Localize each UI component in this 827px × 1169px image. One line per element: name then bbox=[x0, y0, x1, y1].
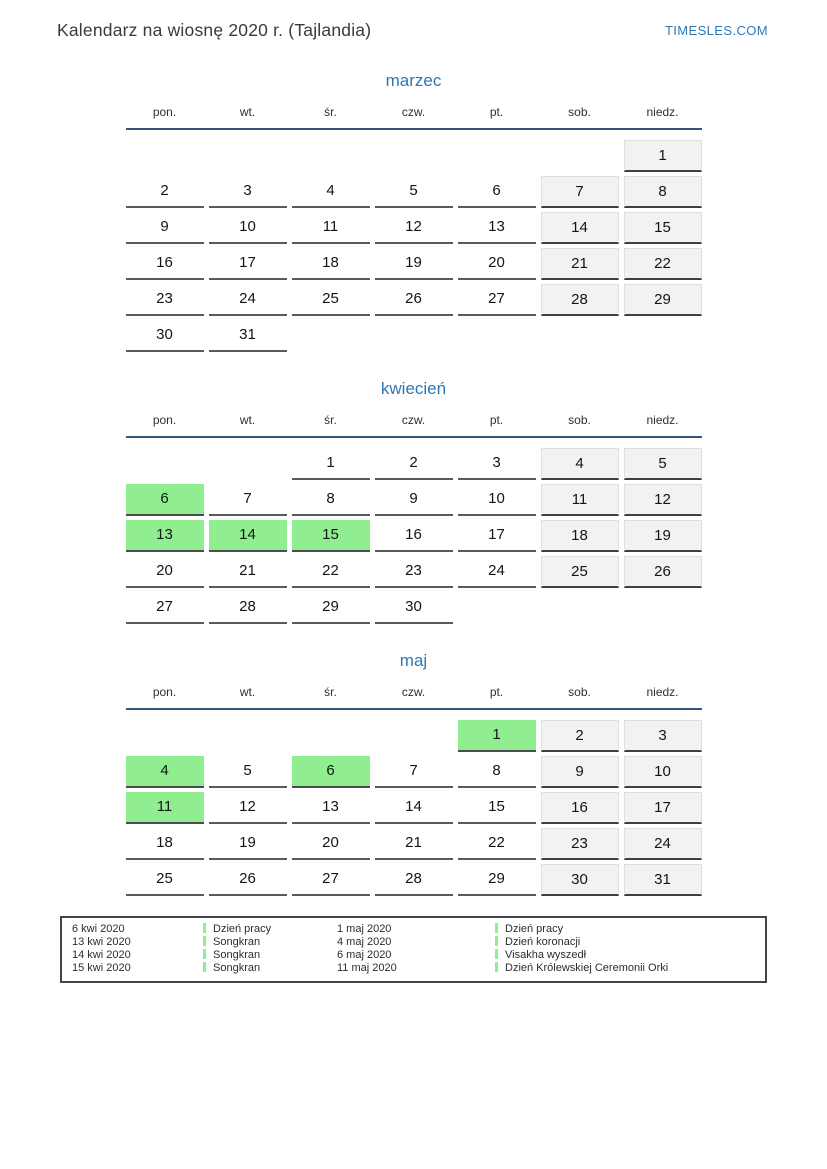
legend-date: 15 kwi 2020 bbox=[72, 962, 131, 974]
week-row bbox=[126, 176, 702, 208]
day-cell: 14 bbox=[375, 792, 453, 824]
month-title: kwiecień bbox=[380, 379, 447, 398]
day-cell: 7 bbox=[375, 756, 453, 788]
day-cell: 18 bbox=[541, 520, 619, 552]
day-cell: 21 bbox=[375, 828, 453, 860]
day-cell: 3 bbox=[209, 176, 287, 208]
day-cell: 15 bbox=[624, 212, 702, 244]
day-cell: 21 bbox=[541, 248, 619, 280]
day-cell: 13 bbox=[292, 792, 370, 824]
weekday-header: wt. bbox=[239, 413, 256, 427]
weekday-header: pt. bbox=[489, 105, 504, 119]
empty-cell bbox=[375, 140, 453, 172]
day-cell: 30 bbox=[541, 864, 619, 896]
day-cell: 22 bbox=[458, 828, 536, 860]
legend-holiday-name: Dzień koronacji bbox=[495, 936, 765, 949]
empty-cell bbox=[126, 140, 204, 172]
week-row bbox=[126, 520, 702, 552]
empty-cell bbox=[292, 140, 370, 172]
holiday-marker-icon bbox=[203, 936, 206, 946]
day-cell: 24 bbox=[624, 828, 702, 860]
day-cell: 27 bbox=[458, 284, 536, 316]
legend-date: 11 maj 2020 bbox=[337, 962, 397, 974]
day-cell: 25 bbox=[126, 864, 204, 896]
day-cell: 11 bbox=[541, 484, 619, 516]
day-cell: 22 bbox=[292, 556, 370, 588]
weekday-header: sob. bbox=[568, 685, 591, 699]
weekday-header: pon. bbox=[152, 685, 177, 699]
day-cell: 3 bbox=[624, 720, 702, 752]
day-cell: 19 bbox=[624, 520, 702, 552]
legend-holiday-name: Dzień pracy bbox=[203, 923, 337, 936]
day-cell: 6 bbox=[292, 756, 370, 788]
weekday-header: czw. bbox=[401, 105, 426, 119]
day-cell: 25 bbox=[292, 284, 370, 316]
day-cell: 9 bbox=[126, 212, 204, 244]
day-cell: 20 bbox=[126, 556, 204, 588]
holiday-marker-icon bbox=[495, 962, 498, 972]
month-may bbox=[126, 651, 702, 896]
empty-cell bbox=[458, 320, 536, 352]
day-cell: 30 bbox=[126, 320, 204, 352]
month-grid bbox=[126, 140, 702, 352]
day-cell: 24 bbox=[458, 556, 536, 588]
legend-holiday-name: Songkran bbox=[203, 949, 337, 962]
day-cell: 13 bbox=[458, 212, 536, 244]
day-cell: 11 bbox=[292, 212, 370, 244]
weekday-header: czw. bbox=[401, 685, 426, 699]
day-cell: 17 bbox=[624, 792, 702, 824]
day-cell: 9 bbox=[375, 484, 453, 516]
day-cell: 27 bbox=[292, 864, 370, 896]
day-cell: 28 bbox=[375, 864, 453, 896]
holiday-legend bbox=[60, 916, 767, 983]
day-cell: 16 bbox=[541, 792, 619, 824]
day-cell: 3 bbox=[458, 448, 536, 480]
legend-holiday-name: Songkran bbox=[203, 962, 337, 975]
legend-date: 13 kwi 2020 bbox=[72, 936, 131, 948]
day-cell: 8 bbox=[624, 176, 702, 208]
weekday-header: pt. bbox=[489, 413, 504, 427]
page-header bbox=[0, 0, 827, 41]
day-cell: 30 bbox=[375, 592, 453, 624]
legend-holiday-name: Visakha wyszedł bbox=[495, 949, 765, 962]
weekday-header-row bbox=[126, 413, 702, 438]
day-cell: 8 bbox=[292, 484, 370, 516]
day-cell: 29 bbox=[458, 864, 536, 896]
day-cell: 26 bbox=[375, 284, 453, 316]
day-cell: 4 bbox=[292, 176, 370, 208]
empty-cell bbox=[541, 320, 619, 352]
day-cell: 12 bbox=[624, 484, 702, 516]
week-row bbox=[126, 792, 702, 824]
day-cell: 12 bbox=[209, 792, 287, 824]
weekday-header: czw. bbox=[401, 413, 426, 427]
weekday-header: niedz. bbox=[646, 413, 679, 427]
weekday-header: pt. bbox=[489, 685, 504, 699]
day-cell: 9 bbox=[541, 756, 619, 788]
day-cell: 4 bbox=[126, 756, 204, 788]
holiday-marker-icon bbox=[495, 936, 498, 946]
legend-date: 4 maj 2020 bbox=[337, 936, 392, 948]
empty-cell bbox=[126, 720, 204, 752]
weekday-header: niedz. bbox=[646, 685, 679, 699]
month-march bbox=[126, 71, 702, 352]
holiday-marker-icon bbox=[203, 923, 206, 933]
empty-cell bbox=[541, 592, 619, 624]
day-cell: 13 bbox=[126, 520, 204, 552]
day-cell: 12 bbox=[375, 212, 453, 244]
holiday-marker-icon bbox=[495, 949, 498, 959]
empty-cell bbox=[458, 592, 536, 624]
legend-holiday-name: Songkran bbox=[203, 936, 337, 949]
weekday-header: śr. bbox=[324, 685, 337, 699]
holiday-legend-grid bbox=[72, 923, 765, 975]
empty-cell bbox=[292, 720, 370, 752]
week-row bbox=[126, 284, 702, 316]
day-cell: 29 bbox=[292, 592, 370, 624]
week-row bbox=[126, 248, 702, 280]
day-cell: 15 bbox=[458, 792, 536, 824]
day-cell: 29 bbox=[624, 284, 702, 316]
day-cell: 5 bbox=[375, 176, 453, 208]
day-cell: 6 bbox=[126, 484, 204, 516]
day-cell: 4 bbox=[541, 448, 619, 480]
week-row bbox=[126, 592, 702, 624]
day-cell: 21 bbox=[209, 556, 287, 588]
site-link[interactable]: TIMESLES.COM bbox=[664, 23, 768, 38]
empty-cell bbox=[624, 592, 702, 624]
day-cell: 20 bbox=[458, 248, 536, 280]
empty-cell bbox=[375, 320, 453, 352]
weekday-header: wt. bbox=[239, 105, 256, 119]
holiday-marker-icon bbox=[495, 923, 498, 933]
day-cell: 7 bbox=[209, 484, 287, 516]
legend-date: 6 kwi 2020 bbox=[72, 923, 125, 935]
empty-cell bbox=[624, 320, 702, 352]
day-cell: 1 bbox=[624, 140, 702, 172]
day-cell: 17 bbox=[458, 520, 536, 552]
day-cell: 19 bbox=[375, 248, 453, 280]
week-row bbox=[126, 140, 702, 172]
day-cell: 25 bbox=[541, 556, 619, 588]
weekday-header: śr. bbox=[324, 413, 337, 427]
empty-cell bbox=[126, 448, 204, 480]
day-cell: 16 bbox=[126, 248, 204, 280]
holiday-marker-icon bbox=[203, 962, 206, 972]
day-cell: 31 bbox=[209, 320, 287, 352]
day-cell: 2 bbox=[375, 448, 453, 480]
empty-cell bbox=[209, 448, 287, 480]
week-row bbox=[126, 828, 702, 860]
day-cell: 8 bbox=[458, 756, 536, 788]
day-cell: 28 bbox=[541, 284, 619, 316]
week-row bbox=[126, 756, 702, 788]
day-cell: 26 bbox=[624, 556, 702, 588]
weekday-header: sob. bbox=[568, 105, 591, 119]
empty-cell bbox=[209, 720, 287, 752]
day-cell: 1 bbox=[458, 720, 536, 752]
day-cell: 15 bbox=[292, 520, 370, 552]
day-cell: 26 bbox=[209, 864, 287, 896]
empty-cell bbox=[209, 140, 287, 172]
day-cell: 2 bbox=[126, 176, 204, 208]
day-cell: 24 bbox=[209, 284, 287, 316]
weekday-header-row bbox=[126, 105, 702, 130]
empty-cell bbox=[458, 140, 536, 172]
day-cell: 2 bbox=[541, 720, 619, 752]
legend-date: 14 kwi 2020 bbox=[72, 949, 131, 961]
day-cell: 5 bbox=[209, 756, 287, 788]
weekday-header: śr. bbox=[324, 105, 337, 119]
week-row bbox=[126, 320, 702, 352]
day-cell: 7 bbox=[541, 176, 619, 208]
month-title: maj bbox=[399, 651, 428, 670]
day-cell: 22 bbox=[624, 248, 702, 280]
weekday-header: wt. bbox=[239, 685, 256, 699]
empty-cell bbox=[541, 140, 619, 172]
day-cell: 10 bbox=[209, 212, 287, 244]
day-cell: 18 bbox=[292, 248, 370, 280]
month-april bbox=[126, 379, 702, 624]
legend-date: 6 maj 2020 bbox=[337, 949, 392, 961]
day-cell: 23 bbox=[375, 556, 453, 588]
day-cell: 14 bbox=[209, 520, 287, 552]
day-cell: 23 bbox=[541, 828, 619, 860]
month-grid bbox=[126, 720, 702, 896]
weekday-header: pon. bbox=[152, 413, 177, 427]
day-cell: 1 bbox=[292, 448, 370, 480]
day-cell: 31 bbox=[624, 864, 702, 896]
day-cell: 11 bbox=[126, 792, 204, 824]
day-cell: 5 bbox=[624, 448, 702, 480]
day-cell: 19 bbox=[209, 828, 287, 860]
page-title: Kalendarz na wiosnę 2020 r. (Tajlandia) bbox=[57, 20, 372, 40]
day-cell: 16 bbox=[375, 520, 453, 552]
month-title: marzec bbox=[385, 71, 442, 90]
week-row bbox=[126, 212, 702, 244]
day-cell: 10 bbox=[624, 756, 702, 788]
week-row bbox=[126, 864, 702, 896]
day-cell: 20 bbox=[292, 828, 370, 860]
weekday-header: sob. bbox=[568, 413, 591, 427]
day-cell: 23 bbox=[126, 284, 204, 316]
day-cell: 27 bbox=[126, 592, 204, 624]
week-row bbox=[126, 556, 702, 588]
month-grid bbox=[126, 448, 702, 624]
week-row bbox=[126, 484, 702, 516]
legend-holiday-name: Dzień Królewskiej Ceremonii Orki bbox=[495, 962, 765, 975]
weekday-header: pon. bbox=[152, 105, 177, 119]
day-cell: 28 bbox=[209, 592, 287, 624]
week-row bbox=[126, 720, 702, 752]
day-cell: 18 bbox=[126, 828, 204, 860]
day-cell: 17 bbox=[209, 248, 287, 280]
legend-holiday-name: Dzień pracy bbox=[495, 923, 765, 936]
day-cell: 6 bbox=[458, 176, 536, 208]
holiday-marker-icon bbox=[203, 949, 206, 959]
week-row bbox=[126, 448, 702, 480]
day-cell: 14 bbox=[541, 212, 619, 244]
weekday-header-row bbox=[126, 685, 702, 710]
legend-date: 1 maj 2020 bbox=[337, 923, 392, 935]
weekday-header: niedz. bbox=[646, 105, 679, 119]
day-cell: 10 bbox=[458, 484, 536, 516]
empty-cell bbox=[292, 320, 370, 352]
empty-cell bbox=[375, 720, 453, 752]
